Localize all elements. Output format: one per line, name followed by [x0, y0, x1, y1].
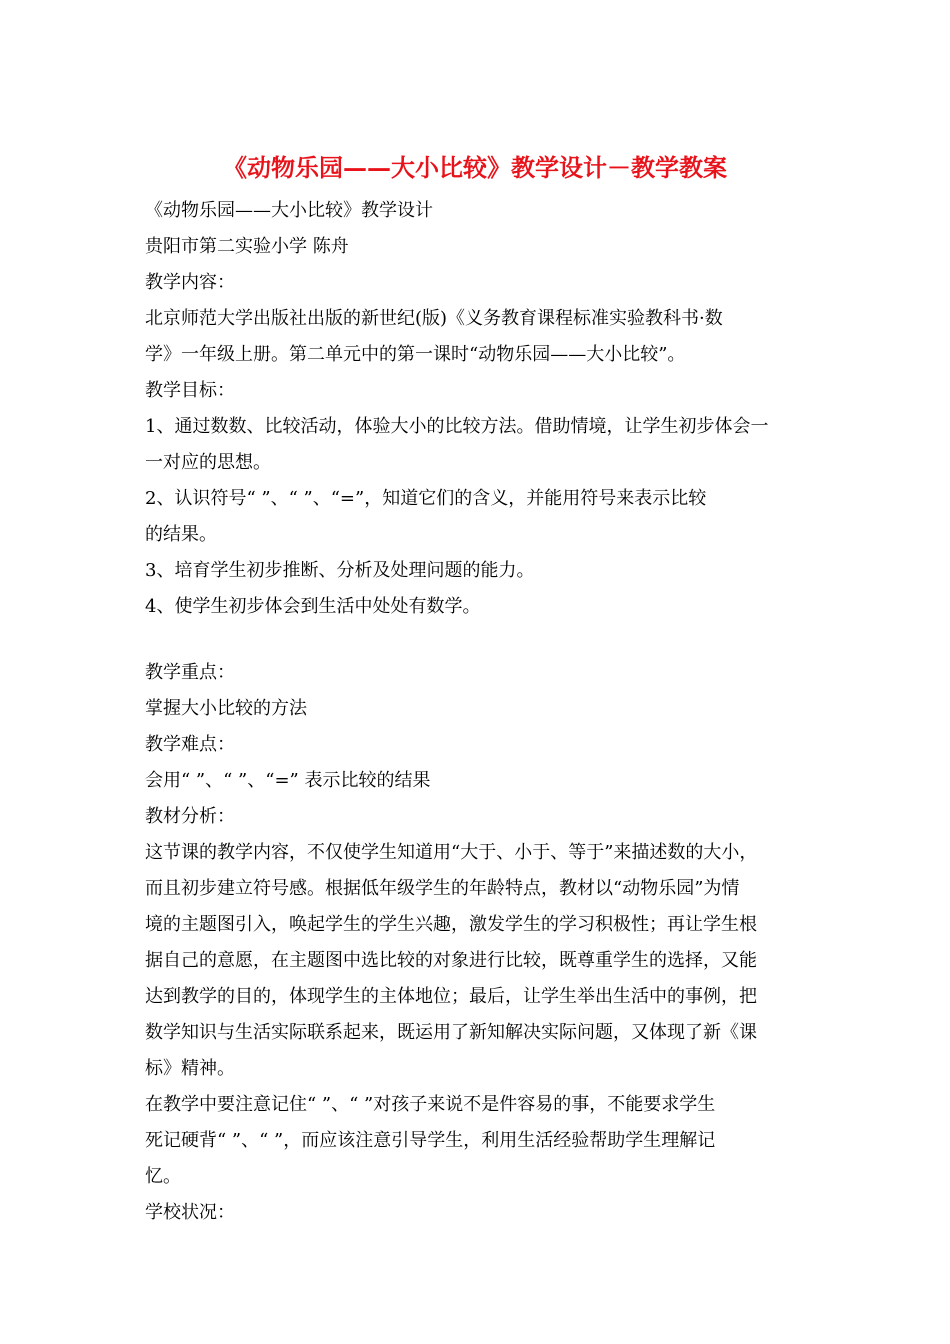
text-line: 教学内容：: [145, 272, 235, 293]
document-body: [145, 193, 810, 1231]
text-line: 在教学中要注意记住“ ”、“ ”对孩子来说不是件容易的事，不能要求学生: [145, 1094, 716, 1115]
text-line: 死记硬背“ ”、“ ”，而应该注意引导学生，利用生活经验帮助学生理解记: [145, 1130, 716, 1151]
text-line: 忆。: [145, 1166, 181, 1187]
text-line: 数学知识与生活实际联系起来，既运用了新知解决实际问题，又体现了新《课: [145, 1022, 757, 1043]
text-line: 这节课的教学内容，不仅使学生知道用“大于、小于、等于”来描述数的大小，: [145, 842, 758, 863]
text-line: 北京师范大学出版社出版的新世纪(版)《义务教育课程标准实验教科书·数: [145, 308, 723, 329]
text-line: 贵阳市第二实验小学 陈舟: [145, 236, 349, 257]
text-line: 标》精神。: [145, 1058, 235, 1079]
text-line: 而且初步建立符号感。根据低年级学生的年龄特点，教材以“动物乐园”为情: [145, 878, 740, 899]
text-line: 的结果。: [145, 524, 217, 545]
text-line: 3、培育学生初步推断、分析及处理问题的能力。: [145, 560, 535, 581]
text-line: 2、认识符号“ ”、“ ”、“=”，知道它们的含义，并能用符号来表示比较: [145, 488, 707, 509]
text-line: 会用“ ”、“ ”、“=” 表示比较的结果: [145, 770, 431, 791]
text-line: 教学难点：: [145, 734, 235, 755]
text-line: 一对应的思想。: [145, 452, 271, 473]
text-line: 4、使学生初步体会到生活中处处有数学。: [145, 596, 481, 617]
text-line: 《动物乐园——大小比较》教学设计: [145, 200, 433, 221]
text-line: 教学目标：: [145, 380, 235, 401]
text-line: 1、通过数数、比较活动，体验大小的比较方法。借助情境，让学生初步体会一: [145, 416, 769, 437]
text-line: 境的主题图引入，唤起学生的学生兴趣，激发学生的学习积极性；再让学生根: [145, 914, 757, 935]
text-line: 教材分析：: [145, 806, 235, 827]
text-line: 教学重点：: [145, 662, 235, 683]
text-line: [145, 625, 810, 655]
text-line: 据自己的意愿，在主题图中选比较的对象进行比较，既尊重学生的选择，又能: [145, 950, 757, 971]
text-line: 达到教学的目的，体现学生的主体地位；最后，让学生举出生活中的事例，把: [145, 986, 757, 1007]
document-title: 《动物乐园——大小比较》教学设计－教学教案: [223, 153, 727, 182]
text-line: 学》一年级上册。第二单元中的第一课时“动物乐园——大小比较”。: [145, 344, 686, 365]
text-line: 掌握大小比较的方法: [145, 698, 307, 719]
text-line: 学校状况：: [145, 1202, 235, 1223]
